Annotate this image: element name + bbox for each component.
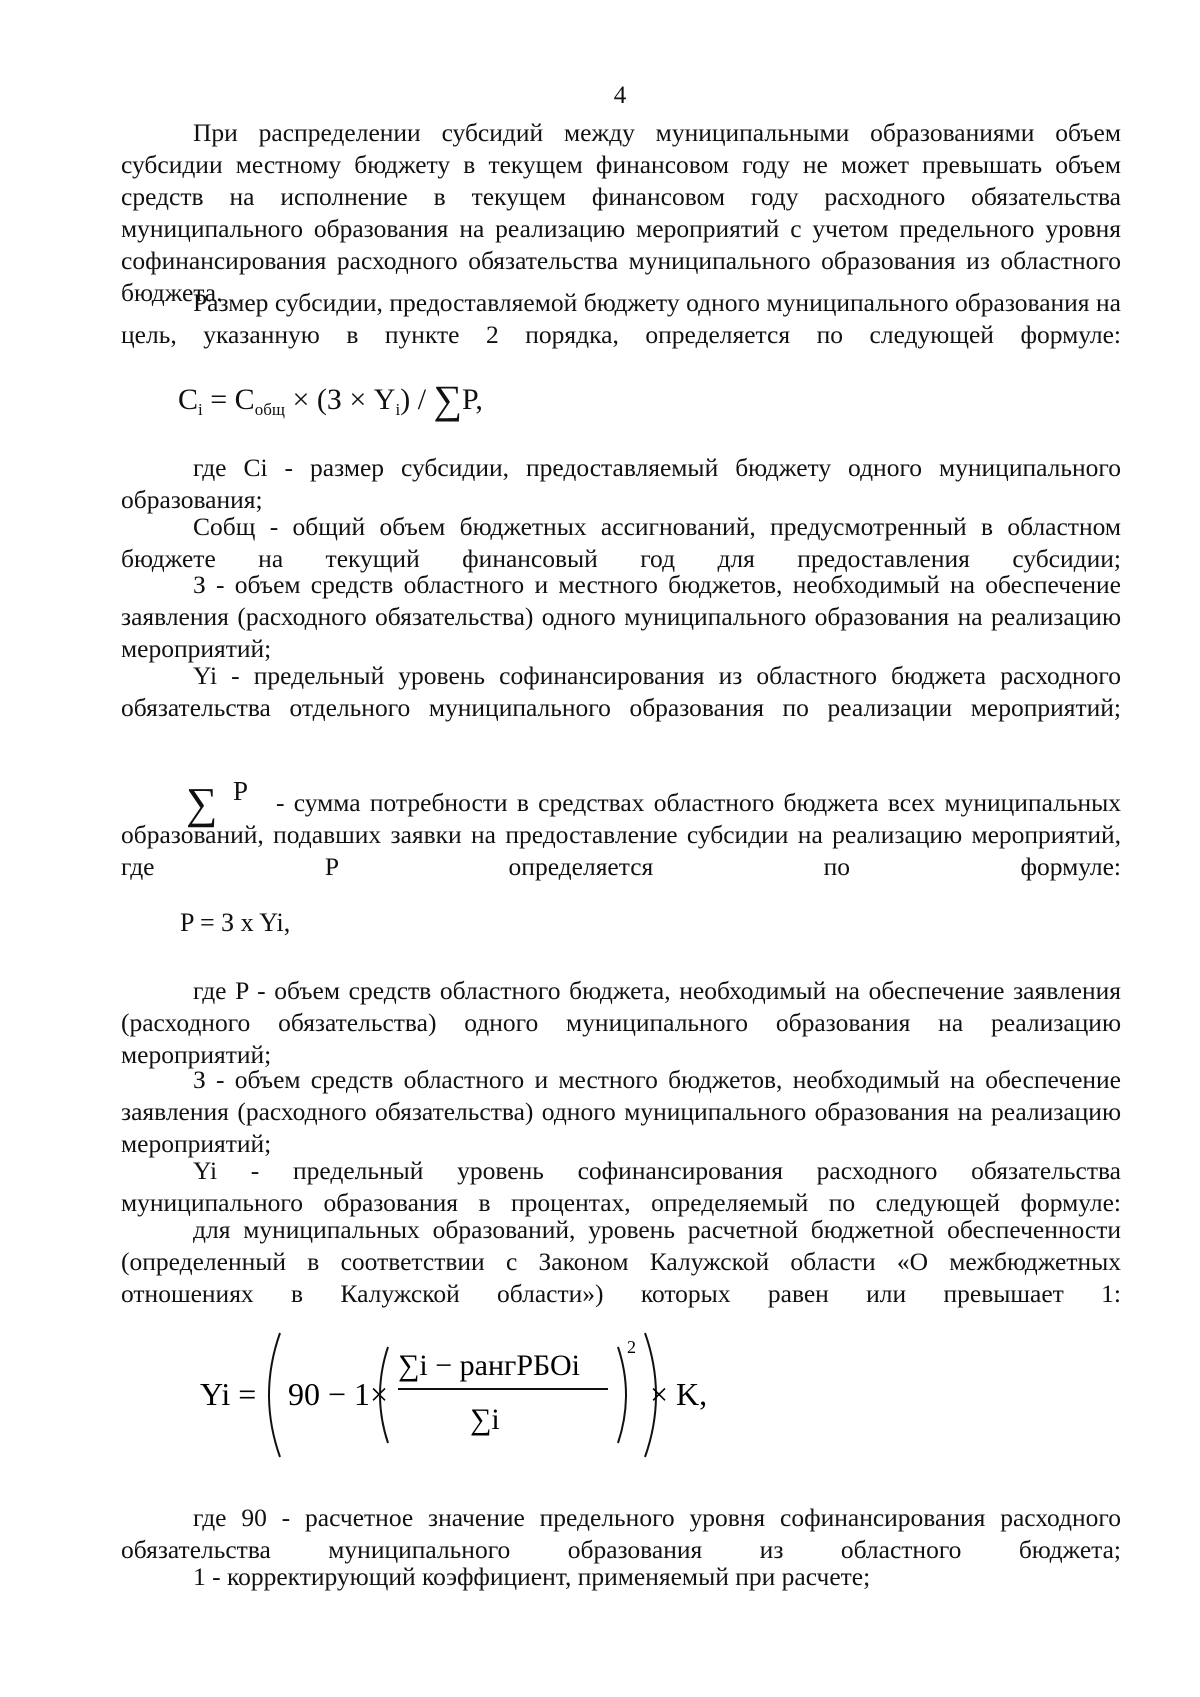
paragraph: Cобщ - общий объем бюджетных ассигнований, предусмотренный в областном бюджете на текущий финансовый год для предоставления субсидии;	[121, 512, 1121, 573]
paragraph: где 90 - расчетное значение предельного уровня софинансирования расходного обязательства муниципального образования из областного бюджета;	[121, 1503, 1121, 1564]
paragraph: При распределении субсидий между муниципальными образованиями объем субсидии местному бюджету в текущем финансовом году не может превышать объем средств на исполнение в текущем финансовом году расходного обязательства муниципального образования на реализацию мероприятий с учетом предельного уровня софинансирования расходного обязательства муниципального образования из областного бюджета.	[121, 118, 1121, 307]
paragraph: Yi - предельный уровень софинансирования из областного бюджета расходного обязательства отдельного муниципального образования по реализации мероприятий;	[121, 661, 1121, 722]
svg-text:× K,: × K,	[650, 1376, 708, 1412]
paragraph: где Ci - размер субсидии, предоставляемый бюджету одного муниципального образования;	[121, 453, 1121, 514]
paragraph: З - объем средств областного и местного бюджетов, необходимый на обеспечение заявления (расходного обязательства) одного муниципального образования на реализацию мероприятий;	[121, 1065, 1121, 1158]
formula-yi	[200, 1325, 720, 1465]
formula-p: P = З x Yi,	[180, 908, 291, 937]
sum-p-label: P	[233, 776, 249, 806]
paragraph: Yi - предельный уровень софинансирования расходного обязательства муниципального образования в процентах, определяемый по следующей формуле:	[121, 1156, 1121, 1217]
paragraph: З - объем средств областного и местного бюджетов, необходимый на обеспечение заявления (расходного обязательства) одного муниципального образования на реализацию мероприятий;	[121, 570, 1121, 663]
svg-text:∑i − рангРБОi: ∑i − рангРБОi	[398, 1349, 581, 1382]
paragraph: для муниципальных образований, уровень расчетной бюджетной обеспеченности (определенный в соответствии с Законом Калужской области «О межбюджетных отношениях в Калужской области») которых равен или превышает 1:	[121, 1215, 1121, 1308]
paragraph: - сумма потребности в средствах областного бюджета всех муниципальных образований, подавших заявки на предоставление субсидии на реализацию мероприятий, где P определяется по формуле:	[121, 788, 1121, 881]
svg-text:2: 2	[627, 1337, 636, 1357]
svg-text:∑i: ∑i	[470, 1403, 500, 1436]
formula-ci: $C_i = C_{общ} \times (З \times Y_i) / \sum P$,	[178, 377, 483, 422]
paragraph: 1 - корректирующий коэффициент, применяемый при расчете;	[193, 1562, 871, 1591]
sum-symbol: ∑	[186, 779, 218, 828]
paragraph: где P - объем средств областного бюджета, необходимый на обеспечение заявления (расходного обязательства) одного муниципального образования на реализацию мероприятий;	[121, 976, 1121, 1069]
svg-text:90 − 1×: 90 − 1×	[288, 1376, 389, 1412]
page-number: 4	[613, 82, 627, 109]
paragraph: Размер субсидии, предоставляемой бюджету одного муниципального образования на цель, указанную в пункте 2 порядка, определяется по следующей формуле:	[121, 288, 1121, 349]
svg-text:Yi =: Yi =	[200, 1376, 257, 1412]
